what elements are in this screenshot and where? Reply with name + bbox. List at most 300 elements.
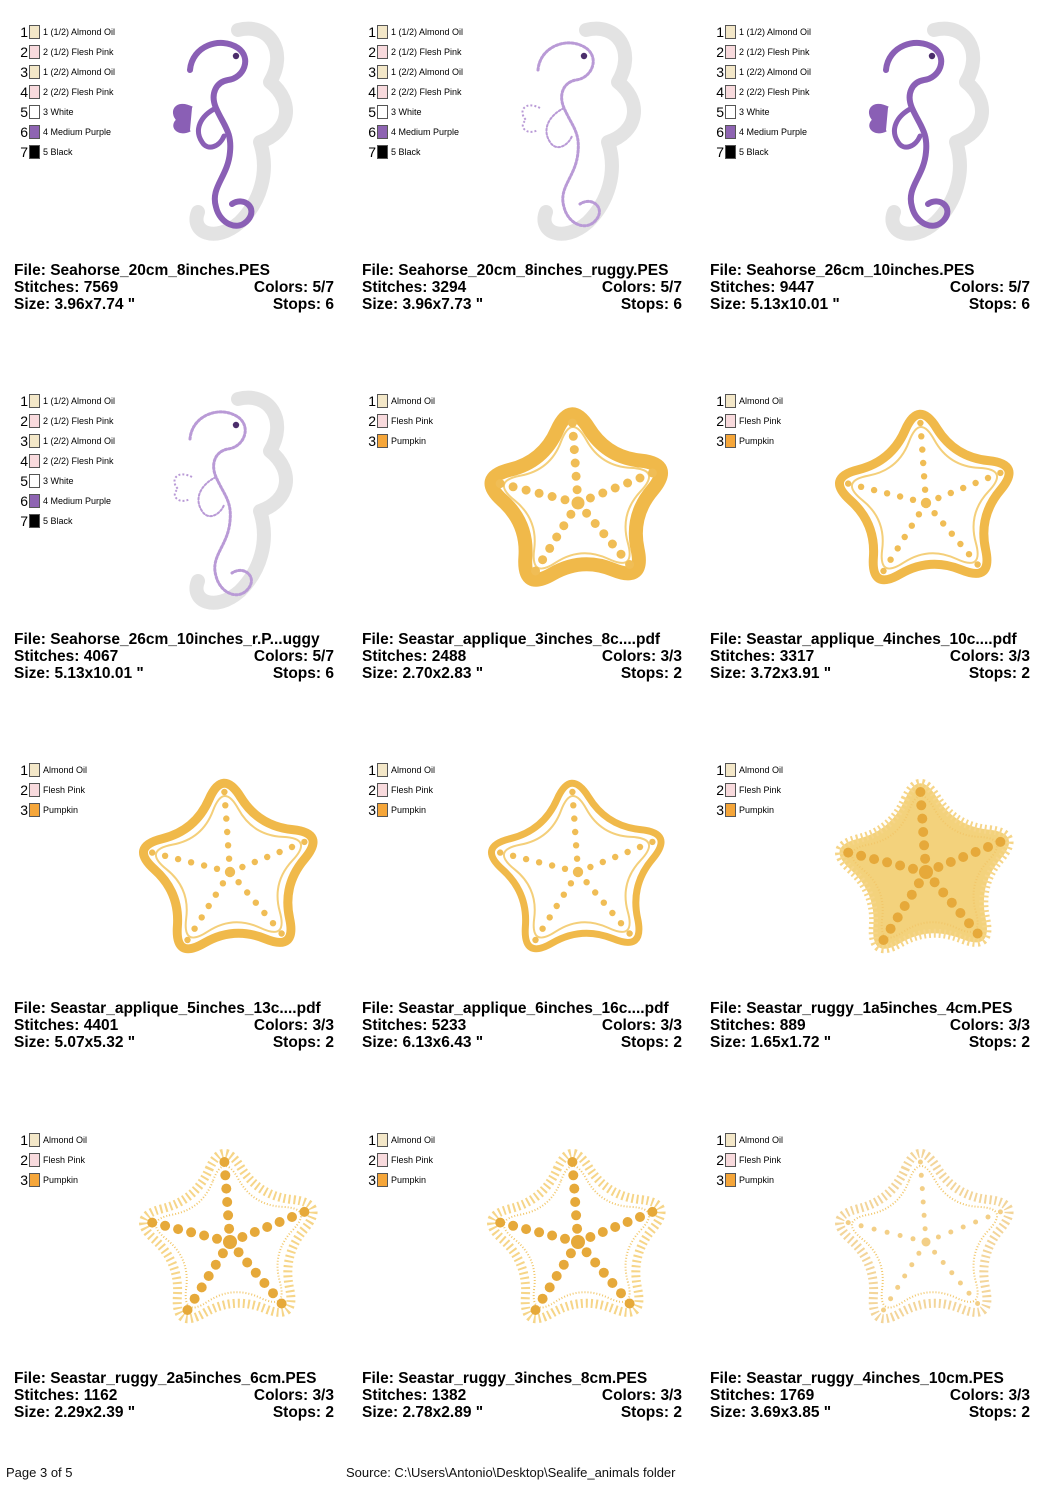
colors-label: Colors: <box>253 279 309 296</box>
thread-name: 2 (1/2) Flesh Pink <box>391 47 462 57</box>
thread-legend-row <box>18 782 85 798</box>
thread-name: 4 Medium Purple <box>391 127 460 137</box>
file-line <box>362 631 682 648</box>
star-dot <box>301 839 307 845</box>
thread-name: Pumpkin <box>43 805 79 815</box>
star-dot <box>637 844 643 850</box>
thread-legend-row <box>366 433 426 449</box>
thread-legend-row <box>366 124 459 140</box>
thread-number: 3 <box>368 1172 376 1188</box>
star-center-dot <box>921 498 931 508</box>
design-info <box>362 262 682 313</box>
colors-label: Colors: <box>601 279 657 296</box>
seahorse-preview <box>120 12 340 250</box>
file-line <box>710 1000 1030 1017</box>
design-card <box>696 369 1044 738</box>
size-line <box>362 1404 682 1421</box>
star-dot <box>175 856 181 862</box>
thread-number: 5 <box>20 473 28 489</box>
thread-number: 5 <box>20 104 28 120</box>
thread-name: Almond Oil <box>739 765 784 775</box>
star-dot <box>244 889 250 895</box>
size-value: 3.69x3.85 " <box>750 1404 832 1421</box>
size-label: Size: <box>710 665 747 682</box>
design-info <box>362 1000 682 1051</box>
stitches-value: 1769 <box>779 1387 815 1404</box>
star-dot <box>147 1218 157 1228</box>
stitches-label: Stitches: <box>362 279 428 296</box>
star-dot <box>275 1217 285 1227</box>
star-dot <box>908 864 918 874</box>
stops-value: 2 <box>1021 665 1030 682</box>
thread-swatch <box>377 45 388 59</box>
star-dot <box>919 446 925 452</box>
star-dot <box>608 540 617 549</box>
star-dot <box>569 432 578 441</box>
thread-swatch <box>725 105 736 119</box>
thread-number: 3 <box>716 802 724 818</box>
design-info <box>710 262 1030 313</box>
thread-swatch <box>29 85 40 99</box>
star-dot <box>561 495 570 504</box>
star-dot <box>625 560 634 569</box>
thread-swatch <box>377 783 388 797</box>
star-dot <box>560 1234 570 1244</box>
star-dot <box>191 926 197 932</box>
stitches-label: Stitches: <box>362 1017 428 1034</box>
thread-name: 4 Medium Purple <box>43 496 112 506</box>
star-dot <box>253 900 259 906</box>
star-dot <box>523 856 529 862</box>
thread-legend-row <box>366 24 463 40</box>
star-dot <box>916 1251 921 1256</box>
thread-number: 2 <box>716 413 724 429</box>
seastar-preview <box>816 381 1036 619</box>
thread-swatch <box>29 474 40 488</box>
star-dot <box>536 859 542 865</box>
thread-number: 7 <box>716 144 724 160</box>
design-card <box>696 738 1044 1107</box>
stops-value: 2 <box>673 1034 682 1051</box>
thread-name: Almond Oil <box>43 765 88 775</box>
star-dot <box>547 1231 557 1241</box>
thread-swatch <box>29 394 40 408</box>
star-dot <box>568 880 574 886</box>
star-dot <box>188 859 194 865</box>
thread-swatch <box>29 145 40 159</box>
thread-legend-row <box>18 802 78 818</box>
star-dot <box>582 1247 592 1257</box>
star-dot <box>648 468 657 477</box>
star-dot <box>585 1232 595 1242</box>
star-dot <box>910 497 916 503</box>
size-line <box>362 665 682 682</box>
star-dot <box>898 1233 903 1238</box>
thread-legend-row <box>366 1152 433 1168</box>
star-dot <box>612 854 618 860</box>
star-center-dot <box>571 1235 585 1249</box>
star-dot <box>561 892 567 898</box>
stops-value: 6 <box>325 665 334 682</box>
design-card <box>0 1108 348 1477</box>
thread-number: 7 <box>20 144 28 160</box>
file-value: Seastar_applique_4inches_10c....pdf <box>746 631 1017 648</box>
thread-swatch <box>29 105 40 119</box>
thread-swatch <box>725 45 736 59</box>
colors-field <box>950 648 1030 665</box>
star-dot <box>922 1213 927 1218</box>
star-dot <box>917 420 923 426</box>
file-line <box>710 631 1030 648</box>
star-dot <box>534 1227 544 1237</box>
star-dot <box>591 519 600 528</box>
stitches-label: Stitches: <box>362 1387 428 1404</box>
stops-value: 2 <box>1021 1034 1030 1051</box>
file-line <box>710 1370 1030 1387</box>
star-center-dot <box>223 1235 237 1249</box>
star-dot <box>268 1288 278 1298</box>
star-dot <box>625 1299 635 1309</box>
size-label: Size: <box>362 665 399 682</box>
thread-swatch <box>29 803 40 817</box>
design-card <box>0 738 348 1107</box>
star-dot <box>224 1224 234 1234</box>
star-dot <box>199 914 205 920</box>
thread-legend-row <box>366 44 462 60</box>
star-dot <box>900 901 910 911</box>
star-dot <box>846 1220 851 1225</box>
colors-value: 3/3 <box>312 1387 334 1404</box>
stitches-line <box>14 1017 334 1034</box>
star-dot <box>582 509 591 518</box>
thread-number: 3 <box>716 433 724 449</box>
thread-swatch <box>377 1173 388 1187</box>
star-dot <box>547 914 553 920</box>
file-value: Seastar_applique_6inches_16c....pdf <box>398 1000 669 1017</box>
thread-number: 2 <box>716 782 724 798</box>
thread-name: 1 (2/2) Almond Oil <box>739 67 812 77</box>
star-dot <box>277 1299 287 1309</box>
star-dot <box>570 1197 580 1207</box>
design-card <box>348 1108 696 1477</box>
thread-number: 6 <box>368 124 376 140</box>
stops-label: Stops: <box>968 1404 1018 1421</box>
thread-number: 2 <box>20 413 28 429</box>
size-line <box>710 296 1030 313</box>
thread-name: Flesh Pink <box>739 1155 782 1165</box>
thread-swatch <box>725 434 736 448</box>
design-card <box>348 0 696 369</box>
star-dot <box>879 935 889 945</box>
star-dot <box>569 789 575 795</box>
thread-swatch <box>29 1133 40 1147</box>
colors-field <box>950 279 1030 296</box>
star-dot <box>931 510 937 516</box>
star-dot <box>949 1270 954 1275</box>
stops-label: Stops: <box>272 1404 322 1421</box>
thread-name: 5 Black <box>43 147 73 157</box>
star-dot <box>573 842 579 848</box>
thread-legend-row <box>18 473 74 489</box>
thread-legend-row <box>366 393 435 409</box>
thread-number: 2 <box>368 782 376 798</box>
star-dot <box>917 814 927 824</box>
star-dot <box>845 480 851 486</box>
size-value: 5.13x10.01 " <box>54 665 144 682</box>
seastar-preview <box>816 1120 1036 1358</box>
star-center-dot <box>572 497 585 510</box>
stitches-value: 889 <box>779 1017 806 1034</box>
thread-swatch <box>725 145 736 159</box>
thread-name: Pumpkin <box>739 1175 775 1185</box>
size-label: Size: <box>362 1034 399 1051</box>
stops-value: 2 <box>673 1404 682 1421</box>
star-dot <box>649 839 655 845</box>
colors-field <box>602 1017 682 1034</box>
thread-swatch <box>377 25 388 39</box>
thread-number: 2 <box>368 413 376 429</box>
thread-name: Almond Oil <box>43 1135 88 1145</box>
star-dot <box>262 1222 272 1232</box>
star-dot <box>572 1224 582 1234</box>
star-dot <box>574 856 580 862</box>
colors-value: 3/3 <box>1008 648 1030 665</box>
size-value: 1.65x1.72 " <box>750 1034 832 1051</box>
thread-number: 4 <box>716 84 724 100</box>
star-dot <box>237 1232 247 1242</box>
thread-number: 5 <box>716 104 724 120</box>
stops-field <box>969 665 1030 682</box>
star-dot <box>270 920 276 926</box>
thread-name: 1 (1/2) Almond Oil <box>43 396 116 406</box>
star-dot <box>251 1268 261 1278</box>
thread-legend-row <box>18 1152 85 1168</box>
thread-swatch <box>29 1153 40 1167</box>
star-dot <box>287 1212 297 1222</box>
thread-legend-row <box>714 1132 783 1148</box>
thread-name: Flesh Pink <box>43 785 86 795</box>
size-value: 2.70x2.83 " <box>402 665 484 682</box>
thread-legend-row <box>714 393 783 409</box>
star-dot <box>966 551 972 557</box>
thread-name: Pumpkin <box>391 805 427 815</box>
star-dot <box>223 1210 233 1220</box>
star-dot <box>869 854 879 864</box>
star-dot <box>197 1282 207 1292</box>
file-line <box>362 1000 682 1017</box>
star-dot <box>219 1157 229 1167</box>
stops-field <box>969 1404 1030 1421</box>
thread-number: 1 <box>716 1132 724 1148</box>
thread-name: Almond Oil <box>391 1135 436 1145</box>
thread-swatch <box>29 454 40 468</box>
star-dot <box>886 924 896 934</box>
seahorse-eye <box>581 53 587 59</box>
seahorse-shadow <box>196 398 286 603</box>
design-card <box>348 369 696 738</box>
star-dot <box>940 520 946 526</box>
file-label: File: <box>14 262 46 279</box>
star-dot <box>221 1184 231 1194</box>
star-dot <box>888 1296 893 1301</box>
colors-label: Colors: <box>949 279 1005 296</box>
star-dot <box>278 930 284 936</box>
colors-label: Colors: <box>253 1017 309 1034</box>
thread-number: 1 <box>716 762 724 778</box>
star-dot <box>930 877 940 887</box>
star-dot <box>916 511 922 517</box>
size-line <box>14 1404 334 1421</box>
thread-swatch <box>29 45 40 59</box>
star-dot <box>985 475 991 481</box>
star-dot <box>261 910 267 916</box>
star-dot <box>958 852 968 862</box>
thread-legend-row <box>366 84 462 100</box>
seahorse-preview <box>468 12 688 250</box>
star-dot <box>972 480 978 486</box>
thread-swatch <box>29 514 40 528</box>
thread-swatch <box>725 85 736 99</box>
star-dot <box>897 493 903 499</box>
thread-swatch <box>377 145 388 159</box>
thread-name: 2 (1/2) Flesh Pink <box>739 47 810 57</box>
stitches-value: 3294 <box>431 279 467 296</box>
size-value: 5.13x10.01 " <box>750 296 840 313</box>
star-dot <box>549 862 555 868</box>
thread-number: 6 <box>20 493 28 509</box>
star-dot <box>201 862 207 868</box>
thread-number: 1 <box>716 24 724 40</box>
stitches-value: 4401 <box>83 1017 119 1034</box>
thread-swatch <box>725 25 736 39</box>
thread-name: 5 Black <box>739 147 769 157</box>
thread-name: 3 White <box>43 107 74 117</box>
star-dot <box>960 485 966 491</box>
star-dot <box>509 482 518 491</box>
star-dot <box>599 529 608 538</box>
size-label: Size: <box>362 296 399 313</box>
design-card <box>0 369 348 738</box>
file-label: File: <box>362 1000 394 1017</box>
star-dot <box>221 789 227 795</box>
thread-name: Almond Oil <box>739 396 784 406</box>
size-line <box>710 665 1030 682</box>
stitches-label: Stitches: <box>710 1387 776 1404</box>
star-dot <box>885 1230 890 1235</box>
source-path: Source: C:\Users\Antonio\Desktop\Sealife_animals folder <box>346 1465 676 1480</box>
thread-number: 4 <box>20 84 28 100</box>
stops-value: 2 <box>325 1034 334 1051</box>
stitches-value: 2488 <box>431 648 467 665</box>
stitches-label: Stitches: <box>362 648 428 665</box>
star-dot <box>893 912 903 922</box>
thread-name: 3 White <box>391 107 422 117</box>
star-dot <box>242 1258 252 1268</box>
stops-value: 2 <box>673 665 682 682</box>
thread-name: 2 (1/2) Flesh Pink <box>43 47 114 57</box>
thread-legend-row <box>714 1172 774 1188</box>
colors-field <box>602 1387 682 1404</box>
thread-swatch <box>377 394 388 408</box>
thread-name: Flesh Pink <box>391 416 434 426</box>
design-card <box>348 738 696 1107</box>
star-center-dot <box>225 867 235 877</box>
thread-swatch <box>725 1173 736 1187</box>
file-value: Seastar_ruggy_4inches_10cm.PES <box>746 1370 1004 1387</box>
thread-number: 7 <box>20 513 28 529</box>
thread-swatch <box>725 1153 736 1167</box>
thread-swatch <box>725 1133 736 1147</box>
file-line <box>710 262 1030 279</box>
seahorse-eye <box>233 53 239 59</box>
seahorse-fin <box>174 474 192 500</box>
star-dot <box>259 1278 269 1288</box>
thread-number: 1 <box>20 393 28 409</box>
stops-field <box>969 296 1030 313</box>
design-info <box>710 1370 1030 1421</box>
thread-legend-row <box>714 762 783 778</box>
page-number: Page 3 of 5 <box>6 1465 73 1480</box>
thread-swatch <box>725 65 736 79</box>
star-dot <box>948 1230 953 1235</box>
thread-number: 2 <box>20 44 28 60</box>
star-dot <box>973 1220 978 1225</box>
thread-number: 7 <box>368 144 376 160</box>
star-dot <box>554 903 560 909</box>
size-label: Size: <box>14 665 51 682</box>
star-dot <box>571 815 577 821</box>
seastar-preview <box>468 1120 688 1358</box>
star-dot <box>938 888 948 898</box>
thread-swatch <box>377 434 388 448</box>
stops-field <box>969 1034 1030 1051</box>
star-dot <box>911 1236 916 1241</box>
stops-value: 2 <box>325 1404 334 1421</box>
star-dot <box>915 787 925 797</box>
star-dot <box>843 848 853 858</box>
star-dot <box>562 866 568 872</box>
thread-legend-row <box>714 64 811 80</box>
size-value: 3.96x7.74 " <box>54 296 136 313</box>
stitches-value: 1382 <box>431 1387 467 1404</box>
star-dot <box>545 544 554 553</box>
star-dot <box>967 1291 972 1296</box>
size-label: Size: <box>14 296 51 313</box>
star-dot <box>211 1260 221 1270</box>
star-dot <box>531 567 540 576</box>
star-dot <box>568 419 577 428</box>
star-dot <box>618 920 624 926</box>
star-dot <box>916 800 926 810</box>
star-dot <box>571 1210 581 1220</box>
thread-name: 3 White <box>43 476 74 486</box>
star-dot <box>598 489 607 498</box>
thread-legend-row <box>714 44 810 60</box>
thread-number: 1 <box>368 1132 376 1148</box>
star-dot <box>218 1248 228 1258</box>
size-value: 6.13x6.43 " <box>402 1034 484 1051</box>
star-dot <box>224 829 230 835</box>
colors-label: Colors: <box>253 648 309 665</box>
stitches-line <box>14 279 334 296</box>
star-dot <box>586 494 595 503</box>
thread-number: 2 <box>716 44 724 60</box>
thread-number: 2 <box>368 44 376 60</box>
stops-value: 6 <box>325 296 334 313</box>
thread-legend-row <box>18 84 114 100</box>
thread-name: 2 (1/2) Flesh Pink <box>43 416 114 426</box>
star-dot <box>919 1173 924 1178</box>
